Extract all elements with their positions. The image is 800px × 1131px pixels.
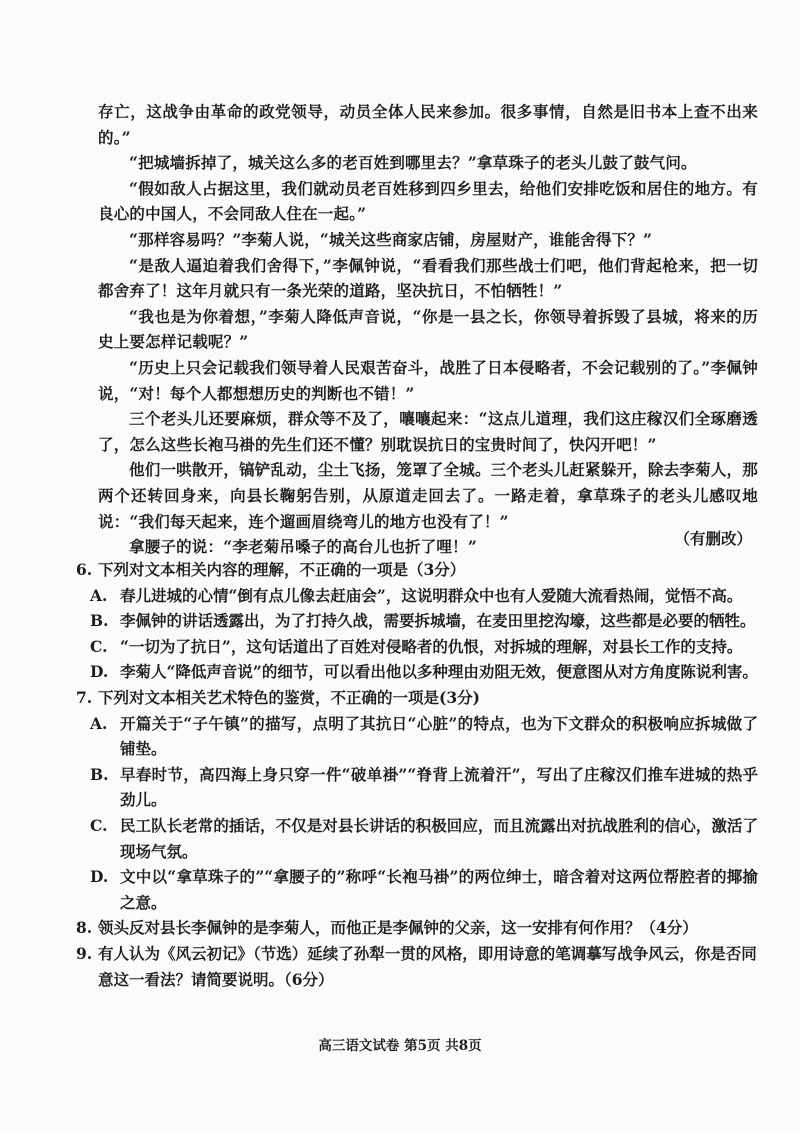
option-letter: B.	[90, 764, 109, 784]
answer-option	[90, 634, 758, 660]
question-number: 6.	[76, 560, 93, 579]
answer-option	[90, 608, 758, 634]
question-list	[76, 557, 758, 992]
passage-paragraph: 三个老头儿还要麻烦，群众等不及了，嚷嚷起来：“这点儿道理，我们这庄稼汉们全琢磨透了，怎么这些长袍马褂的先生们还不懂？别耽误抗日的宝贵时间了，快闪开吧！”	[98, 409, 758, 454]
passage-paragraph: “假如敌人占据这里，我们就动员老百姓移到四乡里去，给他们安排吃饭和居住的地方。有良心的中国人，不会同敌人住在一起。”	[98, 178, 758, 224]
passage-paragraph: 拿腰子的说：“李老菊吊嗓子的高台儿也折了哩！”	[129, 537, 477, 557]
question	[76, 941, 758, 992]
question-number: 7.	[76, 687, 93, 707]
passage-paragraph: “把城墙拆掉了，城关这么多的老百姓到哪里去？”拿草珠子的老头儿鼓了鼓气问。	[129, 153, 697, 173]
passage-paragraph: “是敌人逼迫着我们舍得下，”李佩钟说，“看看我们那些战士们吧，他们背起枪来，把一切都舍弃了！这年月就只有一条光荣的道路，坚决抗日，不怕牺牲！”	[98, 255, 758, 301]
answer-option	[90, 583, 758, 609]
question-text: 有人认为《风云初记》（节选）延续了孙犁一贯的风格，即用诗意的笔调摹写战争风云，你是否同意这一看法？请简要说明。（6分）	[98, 943, 757, 989]
passage-paragraph: 他们一哄散开，镐铲乱动，尘土飞扬，笼罩了全城。三个老头儿赶紧躲开，除去李菊人，那两个还转回身来，向县长鞠躬告别，从原道走回去了。一路走着，拿草珠子的老头儿感叹地说：“我们每天起来，连个遛画眉绕弯儿的地方也没有了！”	[98, 460, 758, 531]
reading-passage	[98, 99, 758, 560]
answer-option	[90, 711, 758, 762]
passage-paragraph: “我也是为你着想，”李菊人降低声音说，“你是一县之长，你领导着拆毁了县城，将来的历史上要怎样记载呢？”	[98, 306, 758, 352]
answer-option	[90, 762, 758, 813]
option-text: 春儿进城的心情“倒有点儿像去赶庙会”，这说明群众中也有人爱随大流看热闹，觉悟不高。	[120, 585, 743, 605]
question	[76, 685, 758, 711]
option-text: 早春时节，高四海上身只穿一件“破单褂”“脊背上流着汗”，写出了庄稼汉们推车进城的热乎劲儿。	[120, 764, 758, 810]
option-letter: C.	[90, 636, 108, 656]
answer-option	[90, 813, 758, 864]
source-note: （有删改）	[674, 529, 752, 548]
option-letter: A.	[90, 585, 108, 605]
option-text: 文中以“拿草珠子的”“拿腰子的”称呼“长袍马褂”的两位绅士，暗含着对这两位帮腔者的揶揄之意。	[120, 867, 758, 912]
question	[76, 557, 758, 583]
passage-paragraph: “那样容易吗？”李菊人说，“城关这些商家店铺，房屋财产，谁能舍得下？”	[129, 229, 653, 249]
option-text: “一切为了抗日”，这句话道出了百姓对侵略者的仇恨，对拆城的理解，对县长工作的支持。	[120, 636, 743, 656]
option-text: 李佩钟的讲话透露出，为了打持久战，需要拆城墙，在麦田里挖沟壕，这些都是必要的牺牲。	[120, 611, 756, 631]
question	[76, 915, 758, 941]
question-number: 8.	[76, 918, 93, 938]
question-text: 下列对文本相关艺术特色的鉴赏，不正确的一项是(3分)	[98, 687, 480, 707]
question-text: 下列对文本相关内容的理解，不正确的一项是（3分）	[98, 560, 466, 579]
page-footer: 高三语文试卷 第5页 共8页	[318, 1038, 482, 1054]
question-text: 领头反对县长李佩钟的是李菊人，而他正是李佩钟的父亲，这一安排有何作用？（4分）	[98, 918, 698, 938]
passage-paragraph: “历史上只会记载我们领导着人民艰苦奋斗，战胜了日本侵略者，不会记载别的了。”李佩钟说，“对！每个人都想想历史的判断也不错！”	[98, 357, 758, 403]
option-letter: D.	[90, 662, 109, 682]
passage-paragraph: 存亡，这战争由革命的政党领导，动员全体人民来参加。很多事情，自然是旧书本上查不出来的。”	[98, 102, 758, 147]
option-letter: C.	[90, 815, 108, 835]
option-text: 开篇关于“子午镇”的描写，点明了其抗日“心脏”的特点，也为下文群众的积极响应拆城做了铺垫。	[120, 713, 758, 759]
answer-option	[90, 864, 758, 915]
option-letter: D.	[90, 867, 109, 887]
option-text: 李菊人“降低声音说”的细节，可以看出他以多种理由劝阻无效，便意图从对方角度陈说利害。	[120, 662, 758, 682]
option-text: 民工队长老常的插话，不仅是对县长讲话的积极回应，而且流露出对抗战胜利的信心，激活了现场气氛。	[120, 815, 758, 861]
question-number: 9.	[76, 943, 93, 963]
answer-option	[90, 659, 758, 685]
option-letter: B.	[90, 611, 109, 631]
option-letter: A.	[90, 713, 108, 733]
